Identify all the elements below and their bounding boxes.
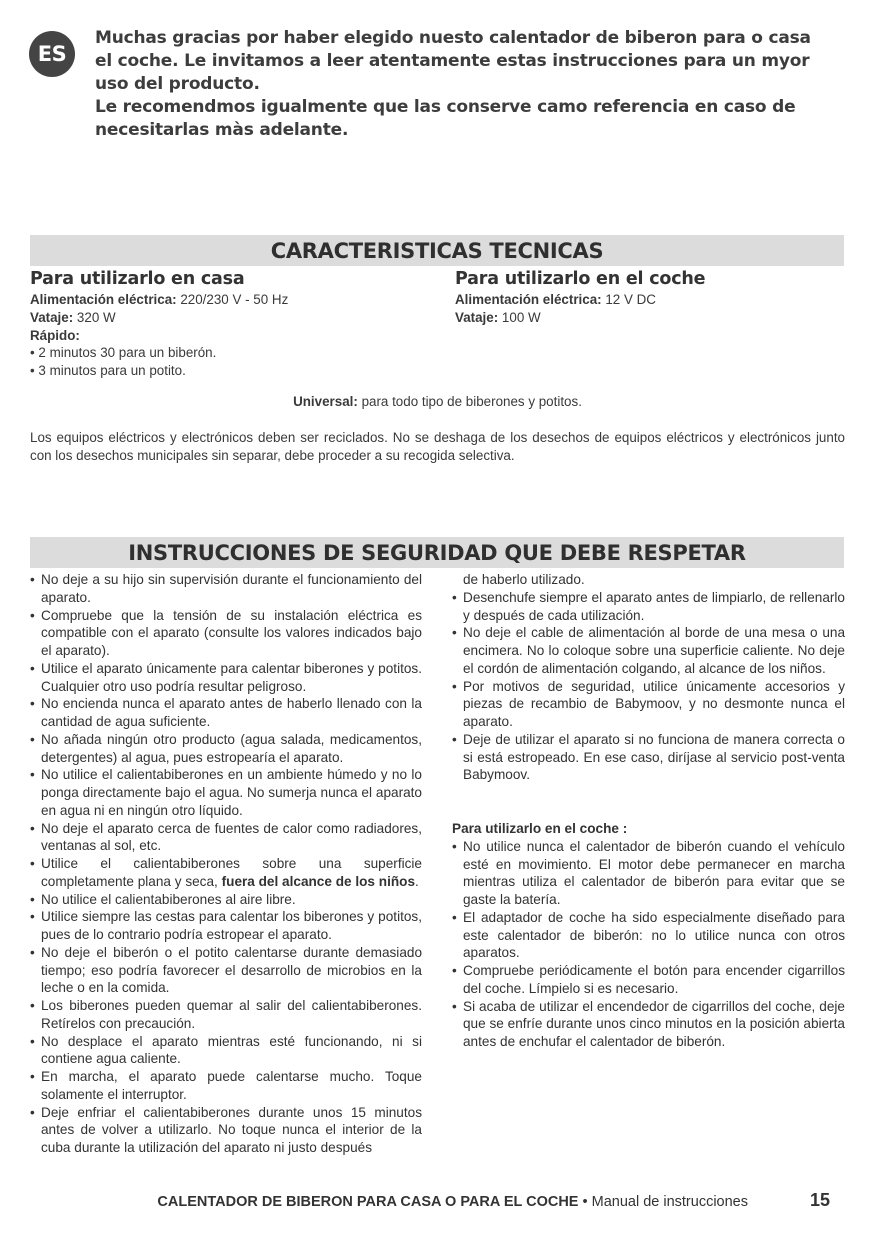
safety-item-continuation: de haberlo utilizado. — [463, 572, 585, 587]
safety-list — [30, 571, 422, 1157]
universal-value: para todo tipo de biberones y potitos. — [361, 394, 582, 409]
safety-item: • No utilice el calientabiberones en un ambiente húmedo y no lo ponga directamente bajo el agua. No sumerja nunca el aparato en agua ni en ningún otro líquido. — [30, 766, 422, 819]
safety-item: • Deje de utilizar el aparato si no funciona de manera correcta o si está estropeado. En ese caso, diríjase al servicio post-venta Babymoov. — [452, 731, 845, 784]
car-specs-heading: Para utilizarlo en el coche — [455, 269, 706, 289]
car-safety-item: • Compruebe periódicamente el botón para encender cigarrillos del coche. Límpielo si es necesario. — [452, 962, 845, 998]
home-specs — [30, 269, 430, 380]
page-number: 15 — [810, 1190, 831, 1210]
safety-item: • Compruebe que la tensión de su instalación eléctrica es compatible con el aparato (consulte los valores indicados bajo el aparato). — [30, 607, 422, 660]
safety-item-text: Utilice el calientabiberones sobre una superficie completamente plana y seca, — [41, 856, 422, 889]
safety-item-emphasis: fuera del alcance de los niños — [221, 873, 416, 889]
car-wattage-value: 100 W — [501, 309, 541, 325]
safety-item: • Por motivos de seguridad, utilice únicamente accesorios y piezas de recambio de Babymoov, y no desmonte nunca el aparato. — [452, 678, 845, 731]
safety-item: • No deje a su hijo sin supervisión durante el funcionamiento del aparato. — [30, 571, 422, 607]
safety-left-column — [30, 571, 422, 1157]
safety-item: • Utilice siempre las cestas para calentar los biberones y potitos, pues de lo contrario podría estropear el aparato. — [30, 908, 422, 944]
safety-item: • Desenchufe siempre el aparato antes de limpiarlo, de rellenarlo y después de cada utilización. — [452, 589, 845, 625]
home-speed-item: • 3 minutos para un potito. — [30, 363, 186, 379]
intro-paragraph-2: Le recomendmos igualmente que las conserve camo referencia en caso de necesitarlas màs adelante. — [95, 97, 796, 140]
tech-section-title: CARACTERISTICAS TECNICAS — [30, 235, 844, 266]
safety-item: • No utilice el calientabiberones al aire libre. — [30, 891, 422, 909]
car-power-row — [455, 291, 835, 309]
intro-paragraph-1: Muchas gracias por haber elegido nuesto calentador de biberon para o casa el coche. Le invitamos a leer atentamente estas instrucciones para un myor uso del producto. — [95, 28, 811, 94]
universal-note — [0, 394, 875, 409]
home-power-label: Alimentación eléctrica: — [30, 292, 177, 307]
car-safety-heading: Para utilizarlo en el coche : — [452, 821, 628, 836]
home-speed-label: Rápido: — [30, 327, 80, 343]
safety-item: • No añada ningún otro producto (agua salada, medicamentos, detergentes) al agua, pues estropearía el aparato. — [30, 731, 422, 767]
car-safety-item: • Si acaba de utilizar el encendedor de cigarrillos del coche, deje que se enfríe durante unos cinco minutos en la posición abierta antes de enchufar el calentador de biberón. — [452, 998, 845, 1051]
car-specs — [455, 269, 835, 327]
safety-list — [452, 589, 845, 784]
language-badge: ES — [29, 31, 75, 77]
safety-right-column — [452, 571, 845, 1051]
home-wattage-label: Vataje: — [30, 309, 74, 325]
safety-item: • No encienda nunca el aparato antes de haberlo llenado con la cantidad de agua suficiente. — [30, 695, 422, 731]
car-safety-list — [452, 838, 845, 1051]
safety-item: • Los biberones pueden quemar al salir del calientabiberones. Retírelos con precaución. — [30, 997, 422, 1033]
car-power-label: Alimentación eléctrica: — [455, 292, 602, 307]
safety-item: • No desplace el aparato mientras esté funcionando, ni si contiene agua caliente. — [30, 1033, 422, 1069]
footer-title: CALENTADOR DE BIBERON PARA CASA O PARA EL COCHE — [157, 1194, 579, 1210]
safety-item — [30, 855, 422, 891]
home-wattage-value: 320 W — [76, 309, 116, 325]
safety-section-title: INSTRUCCIONES DE SEGURIDAD QUE DEBE RESPETAR — [30, 537, 844, 568]
home-speed-text: 3 minutos para un potito. — [38, 363, 186, 379]
page-footer — [0, 1194, 748, 1210]
safety-item: • No deje el cable de alimentación al borde de una mesa o una encimera. No lo coloque sobre una superficie caliente. No deje el cordón de alimentación colgando, al alcance de los niños. — [452, 624, 845, 677]
recycling-note: Los equipos eléctricos y electrónicos deben ser reciclados. No se deshaga de los desechos de equipos eléctricos y electrónicos junto con los desechos municipales sin separar, debe proceder a su recogida selectiva. — [30, 430, 845, 463]
home-speed-text: 2 minutos 30 para un biberón. — [38, 345, 217, 361]
car-wattage-row — [455, 309, 835, 327]
intro-text — [95, 27, 815, 142]
home-specs-heading: Para utilizarlo en casa — [30, 269, 245, 289]
car-wattage-label: Vataje: — [455, 309, 499, 325]
home-speed-item: • 2 minutos 30 para un biberón. — [30, 345, 217, 361]
safety-item: • No deje el biberón o el potito calentarse durante demasiado tiempo; eso podría favorecer el desarrollo de microbios en la leche o en la comida. — [30, 944, 422, 997]
footer-separator: • — [578, 1194, 592, 1210]
home-power-value: 220/230 V - 50 Hz — [180, 292, 289, 307]
footer-subtitle: Manual de instrucciones — [591, 1194, 748, 1210]
universal-label: Universal: — [293, 394, 358, 409]
car-safety-item: • No utilice nunca el calentador de biberón cuando el vehículo esté en movimiento. El motor debe permanecer en marcha mientras utiliza el calentador de biberón para evitar que se gaste la batería. — [452, 838, 845, 909]
safety-item: • No deje el aparato cerca de fuentes de calor como radiadores, ventanas al sol, etc. — [30, 820, 422, 856]
home-power-row — [30, 291, 430, 309]
home-wattage-row — [30, 309, 430, 327]
safety-item: • En marcha, el aparato puede calentarse mucho. Toque solamente el interruptor. — [30, 1068, 422, 1104]
car-power-value: 12 V DC — [605, 292, 656, 307]
safety-item-end: . — [415, 873, 419, 889]
safety-item: • Deje enfriar el calientabiberones durante unos 15 minutos antes de volver a utilizarlo. No toque nunca el interior de la cuba durante la utilización del aparato ni justo después — [30, 1104, 422, 1157]
safety-item: • Utilice el aparato únicamente para calentar biberones y potitos. Cualquier otro uso podría resultar peligroso. — [30, 660, 422, 696]
car-safety-item: • El adaptador de coche ha sido especialmente diseñado para este calentador de biberón: no lo utilice nunca con otros aparatos. — [452, 909, 845, 962]
